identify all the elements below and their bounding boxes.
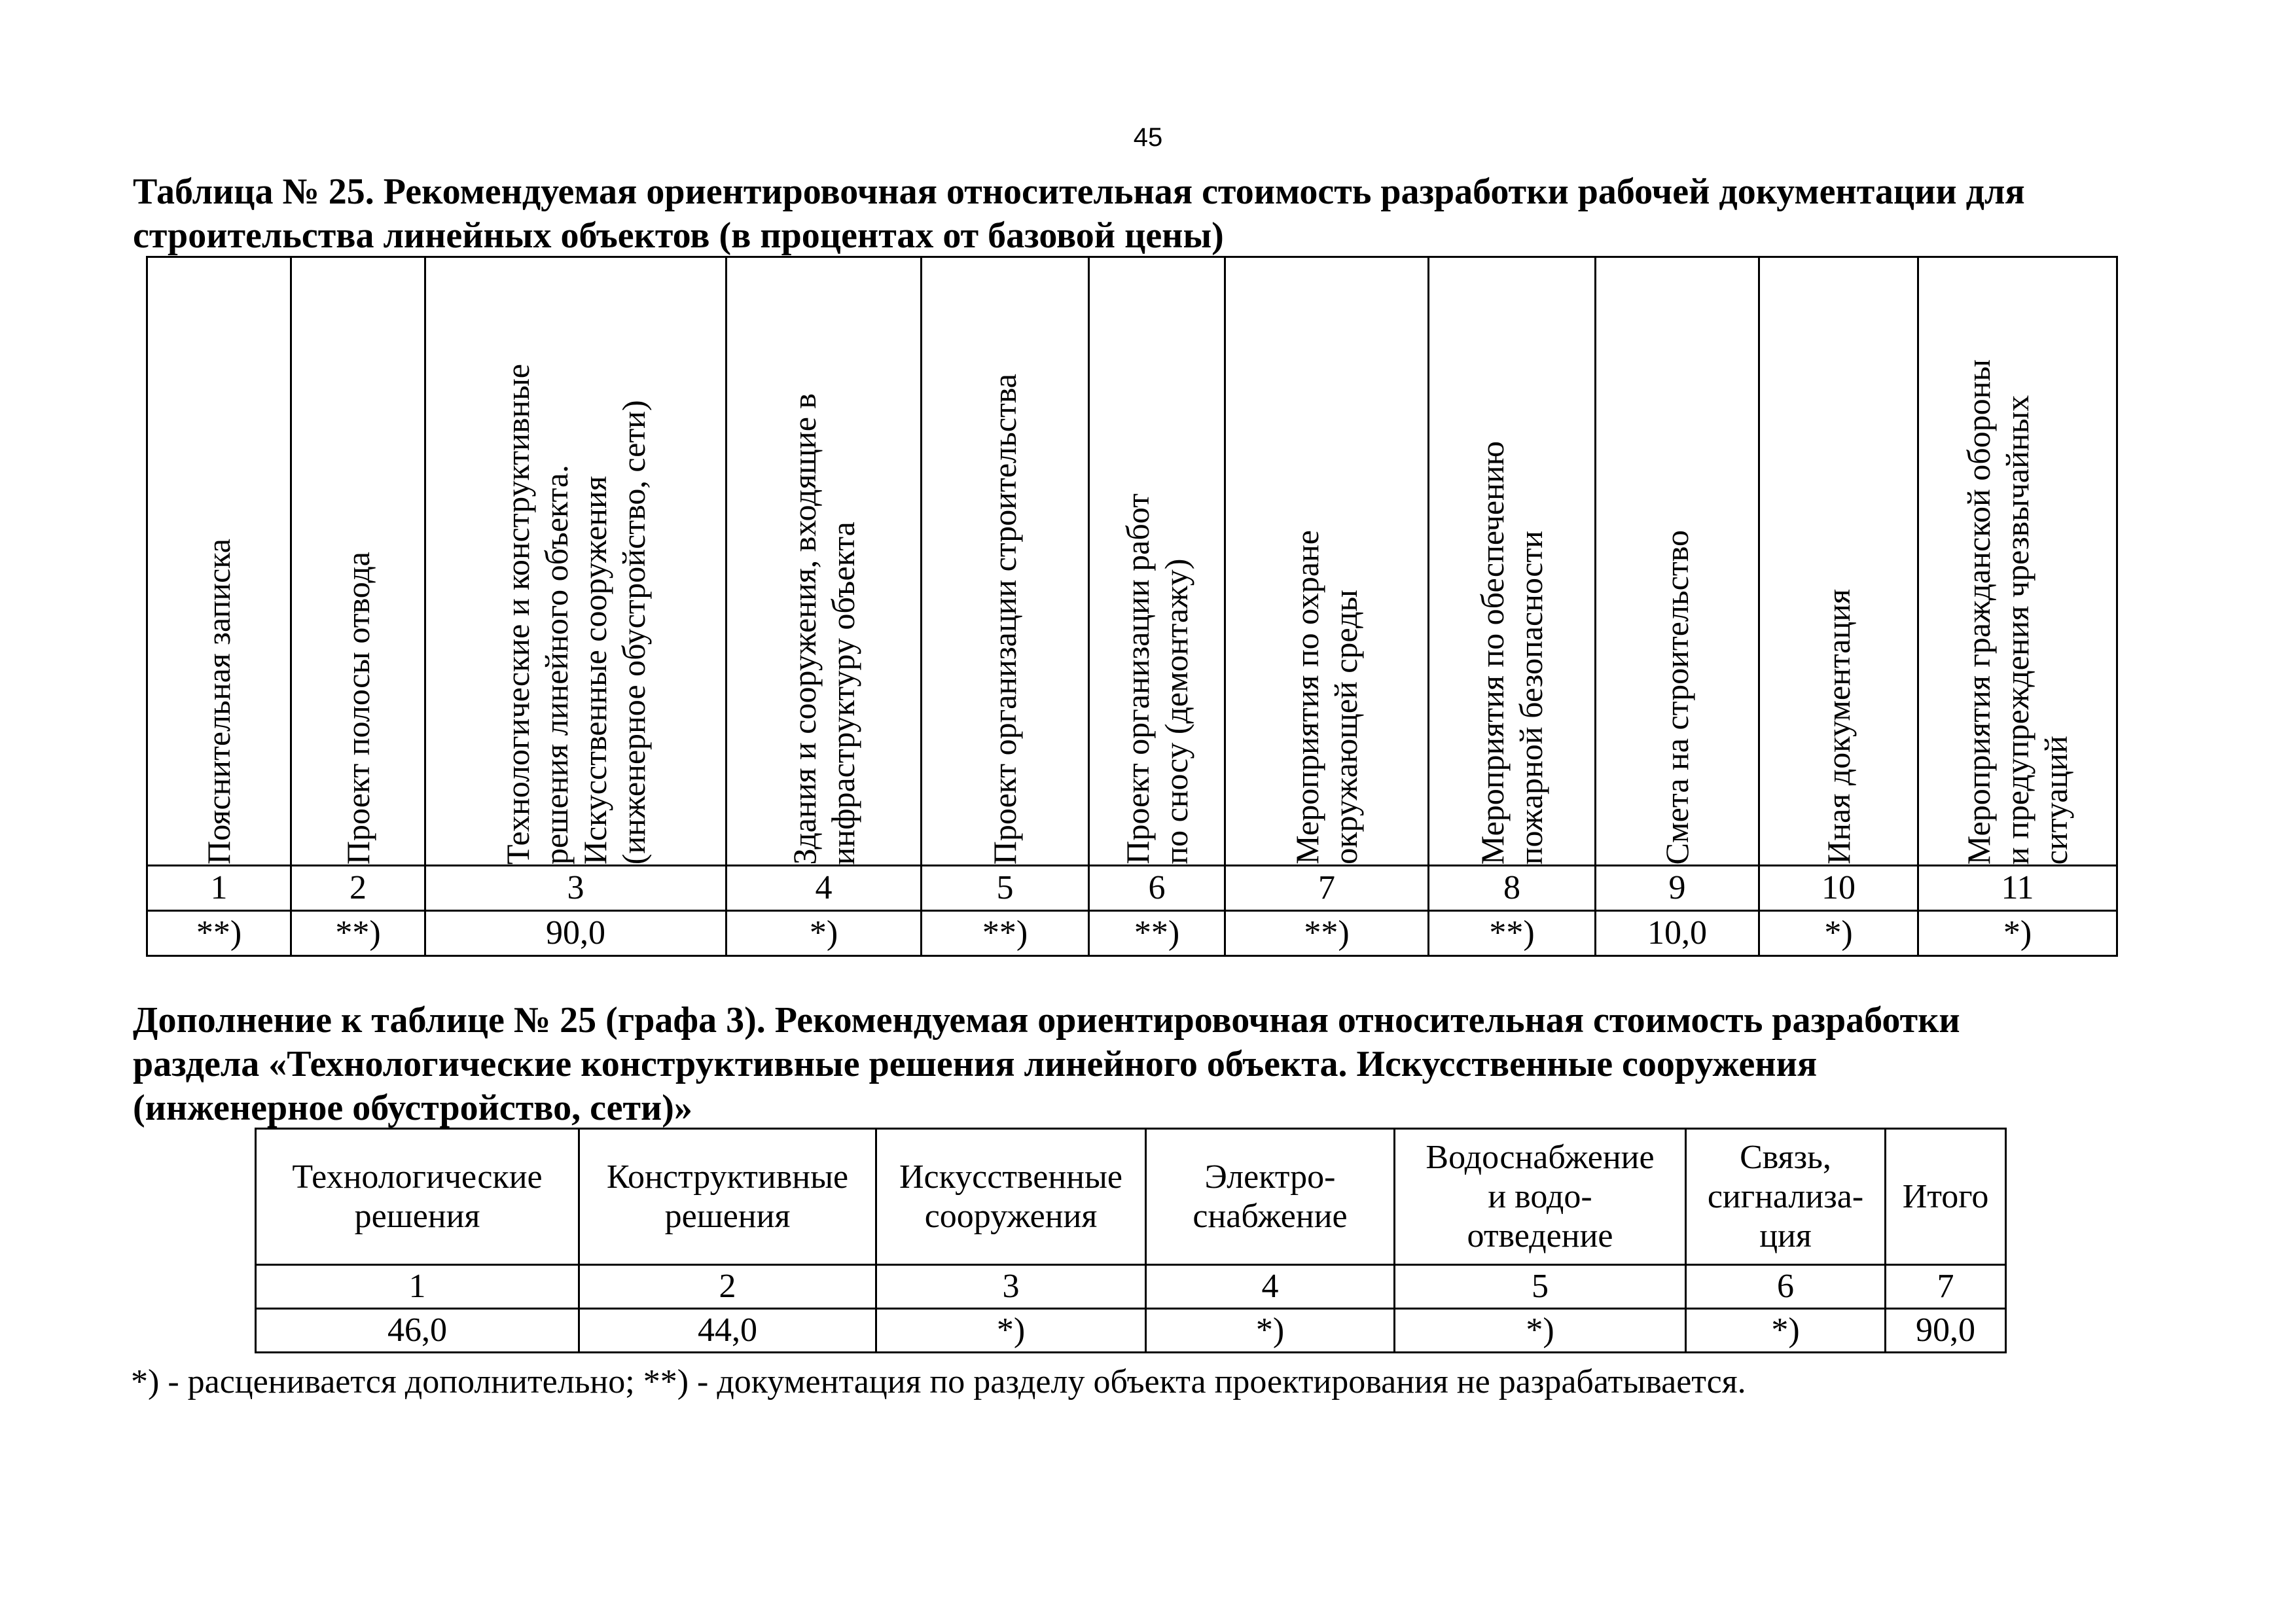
addendum-column-number: 7: [1886, 1265, 2006, 1309]
addendum-table: [255, 1128, 2007, 1353]
table25-header-cell: Мероприятия по охране окружающей среды: [1225, 257, 1429, 866]
table25-header-cell: Проект организации работ по сносу (демонтажу): [1089, 257, 1225, 866]
footnote: *) - расценивается дополнительно; **) - документация по разделу объекта проектирования не разрабатывается.: [131, 1363, 1746, 1400]
table25-value-cell: 10,0: [1596, 911, 1759, 956]
addendum-header-cell: Технологические решения: [256, 1129, 579, 1265]
table25-column-number: 9: [1596, 866, 1759, 911]
table25-column-number: 6: [1089, 866, 1225, 911]
table25-header-cell: Мероприятия по обеспечению пожарной безопасности: [1429, 257, 1596, 866]
addendum-header-row: [256, 1129, 2006, 1265]
table25-column-number: 11: [1918, 866, 2117, 911]
table25-value-cell: *): [726, 911, 922, 956]
table25-header-cell: Иная документация: [1759, 257, 1918, 866]
page-number: 45: [1133, 123, 1163, 152]
addendum-title-line2: раздела «Технологические конструктивные решения линейного объекта. Искусственные сооружения: [133, 1044, 1818, 1084]
table25-value-cell: **): [1225, 911, 1429, 956]
table25-header-cell: Технологические и конструктивные решения линейного объекта. Искусственные сооружения (инженерное обустройство, сети): [425, 257, 726, 866]
table25-header-cell: Проект полосы отвода: [291, 257, 425, 866]
table25-value-cell: **): [1089, 911, 1225, 956]
addendum-header-cell: Итого: [1886, 1129, 2006, 1265]
table25-title-line1: Таблица № 25. Рекомендуемая ориентировочная относительная стоимость разработки рабочей документации для: [133, 171, 2025, 212]
addendum-title-line3: (инженерное обустройство, сети)»: [133, 1088, 692, 1128]
addendum-number-row: [256, 1265, 2006, 1309]
addendum-column-number: 6: [1686, 1265, 1886, 1309]
table25-column-number: 2: [291, 866, 425, 911]
table25-column-number: 7: [1225, 866, 1429, 911]
addendum-value-cell: *): [1146, 1309, 1395, 1353]
table25-value-cell: **): [922, 911, 1089, 956]
addendum-header-cell: Конструктивные решения: [579, 1129, 876, 1265]
table25-column-number: 5: [922, 866, 1089, 911]
table25-value-cell: 90,0: [425, 911, 726, 956]
table25-column-number: 10: [1759, 866, 1918, 911]
addendum-value-cell: 46,0: [256, 1309, 579, 1353]
table25-header-cell: Проект организации строительства: [922, 257, 1089, 866]
table25-value-cell: *): [1759, 911, 1918, 956]
table25-header-cell: Пояснительная записка: [147, 257, 291, 866]
addendum-title-line1: Дополнение к таблице № 25 (графа 3). Рекомендуемая ориентировочная относительная стоимость разработки: [133, 1000, 1960, 1041]
table25-column-number: 8: [1429, 866, 1596, 911]
table25-header-row: [147, 257, 2117, 866]
table25-value-row: [147, 911, 2117, 956]
table25-title: [133, 170, 2025, 258]
addendum-column-number: 2: [579, 1265, 876, 1309]
table25-value-cell: **): [291, 911, 425, 956]
addendum-value-cell: *): [1395, 1309, 1686, 1353]
addendum-value-cell: *): [1686, 1309, 1886, 1353]
table25-value-cell: *): [1918, 911, 2117, 956]
table25-header-cell: Смета на строительство: [1596, 257, 1759, 866]
addendum-title: [133, 999, 1960, 1130]
addendum-column-number: 4: [1146, 1265, 1395, 1309]
addendum-header-cell: Электро- снабжение: [1146, 1129, 1395, 1265]
addendum-column-number: 5: [1395, 1265, 1686, 1309]
table25-header-cell: Здания и сооружения, входящие в инфраструктуру объекта: [726, 257, 922, 866]
addendum-header-cell: Водоснабжение и водо- отведение: [1395, 1129, 1686, 1265]
table25-value-cell: **): [1429, 911, 1596, 956]
table25-column-number: 1: [147, 866, 291, 911]
addendum-column-number: 3: [876, 1265, 1146, 1309]
addendum-column-number: 1: [256, 1265, 579, 1309]
table25-header-cell: Мероприятия гражданской обороны и предупреждения чрезвычайных ситуаций: [1918, 257, 2117, 866]
table25-column-number: 3: [425, 866, 726, 911]
table25-column-number: 4: [726, 866, 922, 911]
addendum-value-row: [256, 1309, 2006, 1353]
addendum-value-cell: 90,0: [1886, 1309, 2006, 1353]
addendum-header-cell: Связь, сигнализа- ция: [1686, 1129, 1886, 1265]
addendum-header-cell: Искусственные сооружения: [876, 1129, 1146, 1265]
table25-number-row: [147, 866, 2117, 911]
addendum-value-cell: 44,0: [579, 1309, 876, 1353]
table25: [146, 256, 2118, 957]
table25-title-line2: строительства линейных объектов (в процентах от базовой цены): [133, 215, 1224, 256]
table25-value-cell: **): [147, 911, 291, 956]
addendum-value-cell: *): [876, 1309, 1146, 1353]
